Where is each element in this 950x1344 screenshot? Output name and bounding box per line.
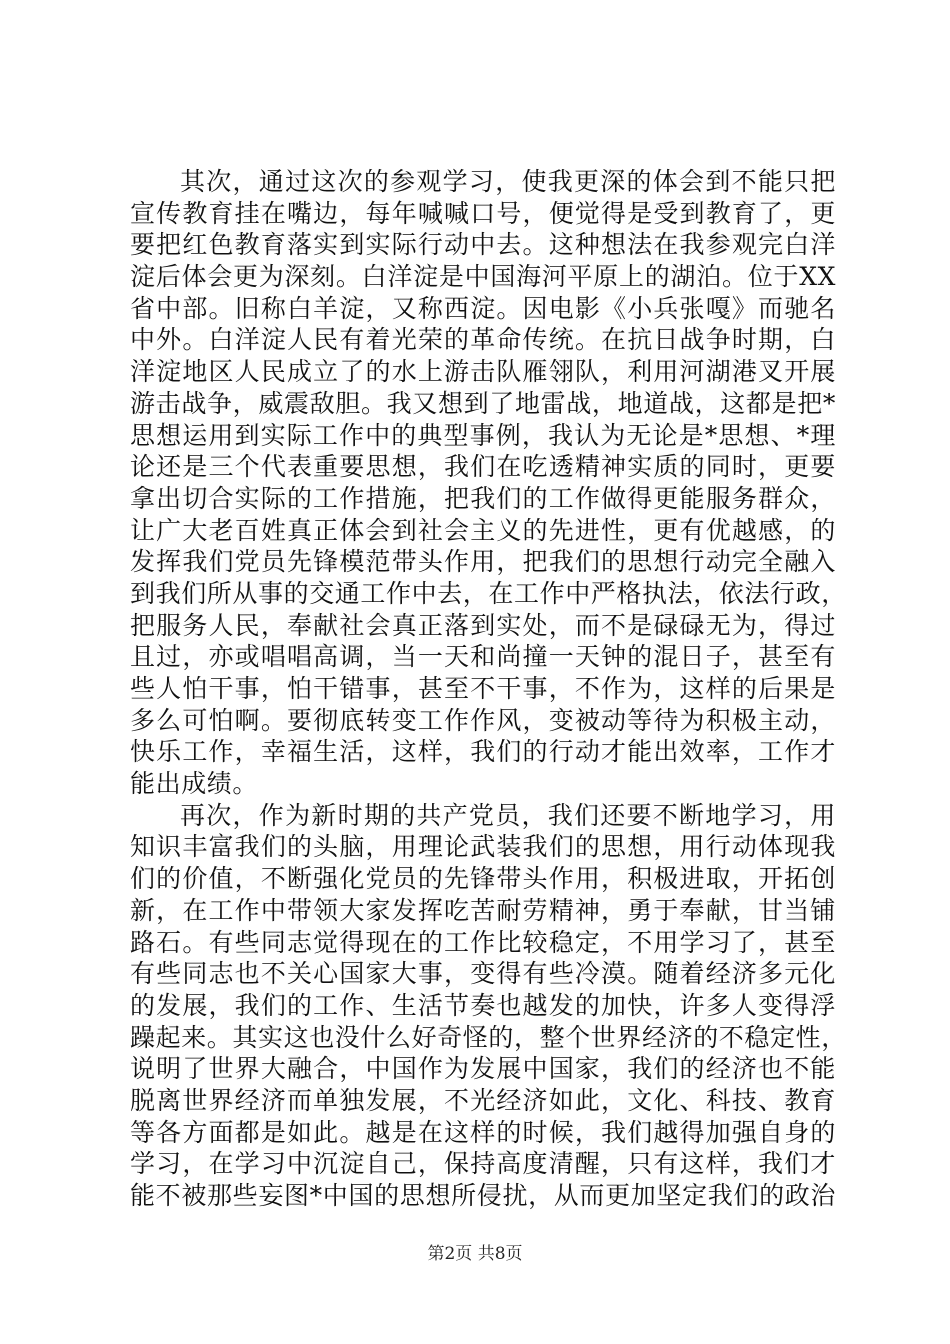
- paragraph-2-line-2: 知识丰富我们的头脑，用理论武装我们的思想，用行动体现我: [130, 832, 836, 862]
- paragraph-2-line-7: 的发展，我们的工作、生活节奏也越发的加快，许多人变得浮: [130, 990, 836, 1020]
- paragraph-1-line-17: 些人怕干事，怕干错事，甚至不干事，不作为，这样的后果是: [130, 674, 836, 703]
- paragraph-1-line-19: 快乐工作，幸福生活，这样，我们的行动才能出效率，工作才: [130, 737, 836, 767]
- paragraph-2-line-12: 学习，在学习中沉淀自己，保持高度清醒，只有这样，我们才: [130, 1149, 836, 1179]
- paragraph-1-line-13: 发挥我们党员先锋模范带头作用，把我们的思想行动完全融入: [130, 547, 836, 577]
- paragraph-1-line-3: 要把红色教育落实到实际行动中去。这种想法在我参观完白洋: [130, 230, 836, 260]
- paragraph-1-line-15: 把服务人民，奉献社会真正落到实处，而不是碌碌无为，得过: [130, 610, 836, 640]
- paragraph-1-line-20: 能出成绩。: [130, 769, 259, 799]
- paragraph-2-line-13: 能不被那些妄图*中国的思想所侵扰，从而更加坚定我们的政治: [130, 1181, 836, 1210]
- paragraph-1-line-12: 让广大老百姓真正体会到社会主义的先进性，更有优越感，的: [130, 515, 836, 545]
- paragraph-1-line-16: 且过，亦或唱唱高调，当一天和尚撞一天钟的混日子，甚至有: [130, 642, 836, 672]
- paragraph-2-line-6: 有些同志也不关心国家大事，变得有些冷漠。随着经济多元化: [130, 959, 836, 989]
- paragraph-2-line-9: 说明了世界大融合，中国作为发展中国家，我们的经济也不能: [130, 1054, 836, 1084]
- paragraph-1-line-10: 论还是三个代表重要思想，我们在吃透精神实质的同时，更要: [130, 452, 836, 482]
- paragraph-1-line-5: 省中部。旧称白羊淀，又称西淀。因电影《小兵张嘎》而驰名: [130, 293, 836, 323]
- paragraph-1-line-7: 洋淀地区人民成立了的水上游击队雁翎队，利用河湖港叉开展: [130, 357, 836, 387]
- paragraph-1-line-2: 宣传教育挂在嘴边，每年喊喊口号，便觉得是受到教育了，更: [130, 198, 836, 228]
- paragraph-2-line-11: 等各方面都是如此。越是在这样的时候，我们越得加强自身的: [130, 1117, 836, 1147]
- paragraph-2-line-3: 们的价值，不断强化党员的先锋带头作用，积极进取，开拓创: [130, 864, 836, 894]
- paragraph-1-line-8: 游击战争，威震敌胆。我又想到了地雷战，地道战，这都是把*: [130, 388, 836, 418]
- paragraph-1-line-14: 到我们所从事的交通工作中去，在工作中严格执法，依法行政，: [130, 578, 847, 608]
- paragraph-1-line-18: 多么可怕啊。要彻底转变工作作风，变被动等待为积极主动，: [130, 705, 836, 735]
- page-number-footer: 第2页 共8页: [427, 1244, 523, 1264]
- paragraph-2-line-1: 再次，作为新时期的共产党员，我们还要不断地学习，用: [180, 800, 836, 830]
- paragraph-2-line-8: 躁起来。其实这也没什么好奇怪的，整个世界经济的不稳定性，: [130, 1022, 847, 1052]
- paragraph-1-line-1: 其次，通过这次的参观学习，使我更深的体会到不能只把: [180, 167, 836, 196]
- paragraph-1-line-4: 淀后体会更为深刻。白洋淀是中国海河平原上的湖泊。位于XX: [130, 262, 836, 292]
- body-text: [130, 166, 847, 1212]
- paragraph-1-line-6: 中外。白洋淀人民有着光荣的革命传统。在抗日战争时期，白: [130, 325, 836, 355]
- paragraph-1-line-9: 思想运用到实际工作中的典型事例，我认为无论是*思想、*理: [130, 420, 836, 450]
- paragraph-2-line-10: 脱离世界经济而单独发展，不光经济如此，文化、科技、教育: [130, 1085, 836, 1115]
- paragraph-2-line-5: 路石。有些同志觉得现在的工作比较稳定，不用学习了，甚至: [130, 927, 836, 957]
- paragraph-1-line-11: 拿出切合实际的工作措施，把我们的工作做得更能服务群众，: [130, 483, 836, 513]
- paragraph-2-line-4: 新，在工作中带领大家发挥吃苦耐劳精神，勇于奉献，甘当铺: [130, 895, 836, 925]
